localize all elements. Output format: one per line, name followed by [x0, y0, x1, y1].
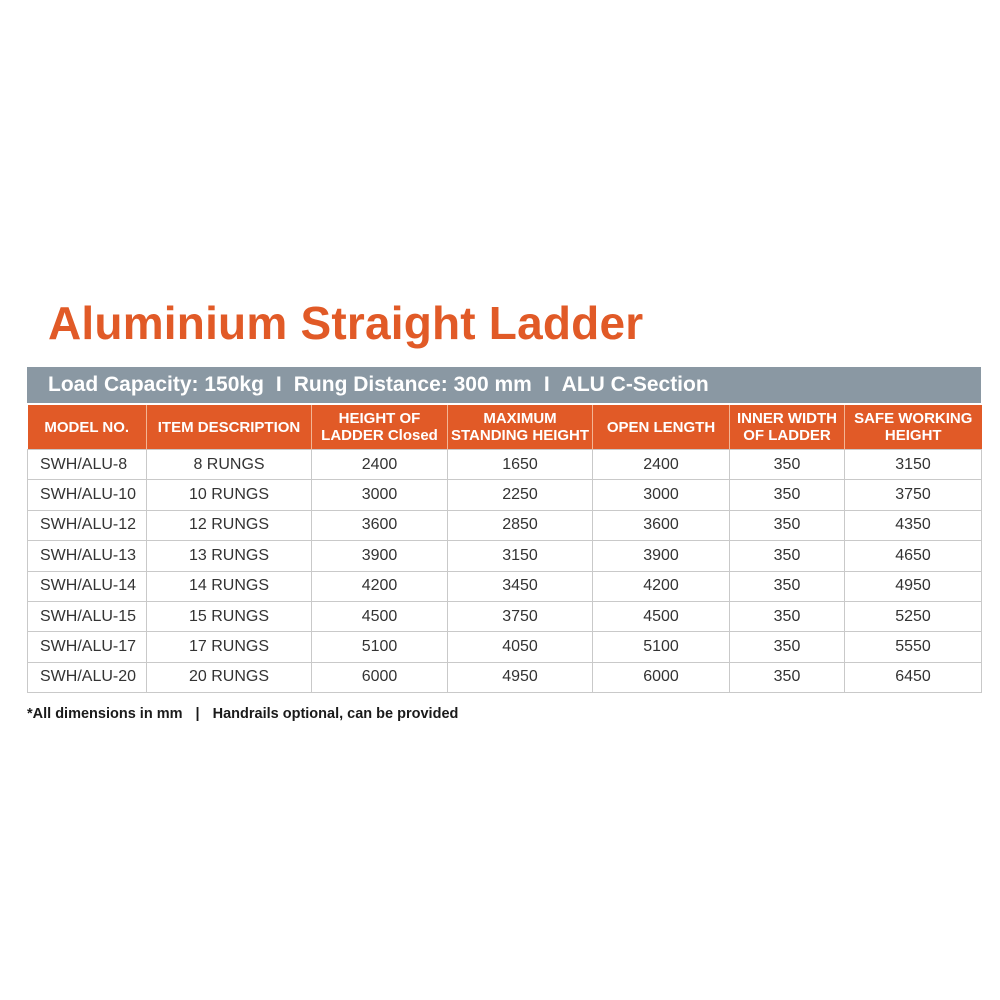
table-row: [28, 571, 982, 601]
table-header-row: [28, 405, 982, 450]
column-header-line: HEIGHT OF: [338, 410, 421, 427]
table-cell: 1650: [448, 450, 593, 480]
table-cell: 2400: [593, 450, 730, 480]
table-row: [28, 450, 982, 480]
table-cell: 5550: [845, 632, 982, 662]
table-cell: 13 RUNGS: [147, 541, 312, 571]
table-cell: 4200: [593, 571, 730, 601]
table-cell: 350: [730, 510, 845, 540]
table-row: [28, 601, 982, 631]
column-header-line: INNER WIDTH: [737, 410, 837, 427]
table-cell: 4950: [845, 571, 982, 601]
footnote: [27, 706, 458, 722]
column-header-line: OPEN LENGTH: [606, 418, 716, 436]
spec-table: [27, 405, 982, 693]
model-cell: SWH/ALU-10: [28, 480, 147, 510]
model-cell: SWH/ALU-14: [28, 571, 147, 601]
table-cell: 4650: [845, 541, 982, 571]
table-cell: 17 RUNGS: [147, 632, 312, 662]
table-cell: 3600: [593, 510, 730, 540]
table-cell: 4050: [448, 632, 593, 662]
table-cell: 3900: [312, 541, 448, 571]
table-cell: 2400: [312, 450, 448, 480]
footnote-dimensions: *All dimensions in mm: [27, 706, 183, 722]
column-header-line: MAXIMUM: [483, 410, 557, 427]
column-header: [312, 405, 448, 450]
table-cell: 4350: [845, 510, 982, 540]
table-cell: 3750: [845, 480, 982, 510]
table-cell: 8 RUNGS: [147, 450, 312, 480]
column-header-line: MODEL NO.: [44, 418, 130, 436]
model-cell: SWH/ALU-17: [28, 632, 147, 662]
page-title: Aluminium Straight Ladder: [48, 297, 644, 349]
model-cell: SWH/ALU-13: [28, 541, 147, 571]
table-cell: 6450: [845, 662, 982, 692]
column-header-line: SAFE WORKING: [854, 410, 973, 427]
table-row: [28, 541, 982, 571]
model-cell: SWH/ALU-20: [28, 662, 147, 692]
table-cell: 3150: [845, 450, 982, 480]
table-row: [28, 510, 982, 540]
table-cell: 3600: [312, 510, 448, 540]
column-header-line: ITEM DESCRIPTION: [157, 418, 301, 436]
column-header-line: HEIGHT: [884, 427, 942, 444]
table-cell: 3150: [448, 541, 593, 571]
column-header-line: LADDER Closed: [321, 427, 438, 444]
table-body: [28, 450, 982, 693]
column-header: [845, 405, 982, 450]
table-cell: 350: [730, 450, 845, 480]
load-capacity: Load Capacity: 150kg: [48, 373, 264, 396]
table-cell: 6000: [593, 662, 730, 692]
model-cell: SWH/ALU-15: [28, 601, 147, 631]
table-cell: 350: [730, 601, 845, 631]
table-cell: 5250: [845, 601, 982, 631]
table-cell: 3450: [448, 571, 593, 601]
table-cell: 14 RUNGS: [147, 571, 312, 601]
table-cell: 4950: [448, 662, 593, 692]
column-header: [448, 405, 593, 450]
section-type: ALU C-Section: [561, 373, 709, 396]
rung-distance: Rung Distance: 300 mm: [293, 373, 532, 396]
table-cell: 3000: [593, 480, 730, 510]
table-cell: 350: [730, 662, 845, 692]
table-cell: 350: [730, 632, 845, 662]
column-header: [147, 405, 312, 450]
table-row: [28, 480, 982, 510]
table-cell: 10 RUNGS: [147, 480, 312, 510]
table-cell: 3750: [448, 601, 593, 631]
column-header-line: OF LADDER: [743, 427, 831, 444]
table-cell: 6000: [312, 662, 448, 692]
column-header: [28, 405, 147, 450]
table-cell: 2250: [448, 480, 593, 510]
column-header: [593, 405, 730, 450]
table-cell: 2850: [448, 510, 593, 540]
model-cell: SWH/ALU-12: [28, 510, 147, 540]
table-row: [28, 662, 982, 692]
table-cell: 5100: [312, 632, 448, 662]
table-cell: 4500: [312, 601, 448, 631]
table-cell: 5100: [593, 632, 730, 662]
table-cell: 4500: [593, 601, 730, 631]
column-header-line: STANDING HEIGHT: [450, 427, 590, 444]
table-cell: 350: [730, 541, 845, 571]
footnote-handrails: Handrails optional, can be provided: [212, 706, 459, 722]
table-cell: 12 RUNGS: [147, 510, 312, 540]
spec-separator: I: [543, 373, 550, 396]
table-cell: 20 RUNGS: [147, 662, 312, 692]
table-cell: 350: [730, 571, 845, 601]
column-header: [730, 405, 845, 450]
table-cell: 4200: [312, 571, 448, 601]
spec-bar: [27, 367, 981, 403]
model-cell: SWH/ALU-8: [28, 450, 147, 480]
table-cell: 15 RUNGS: [147, 601, 312, 631]
table-row: [28, 632, 982, 662]
spec-separator: I: [275, 373, 282, 396]
footnote-separator: |: [195, 706, 200, 722]
table-cell: 3900: [593, 541, 730, 571]
table-cell: 350: [730, 480, 845, 510]
table-cell: 3000: [312, 480, 448, 510]
